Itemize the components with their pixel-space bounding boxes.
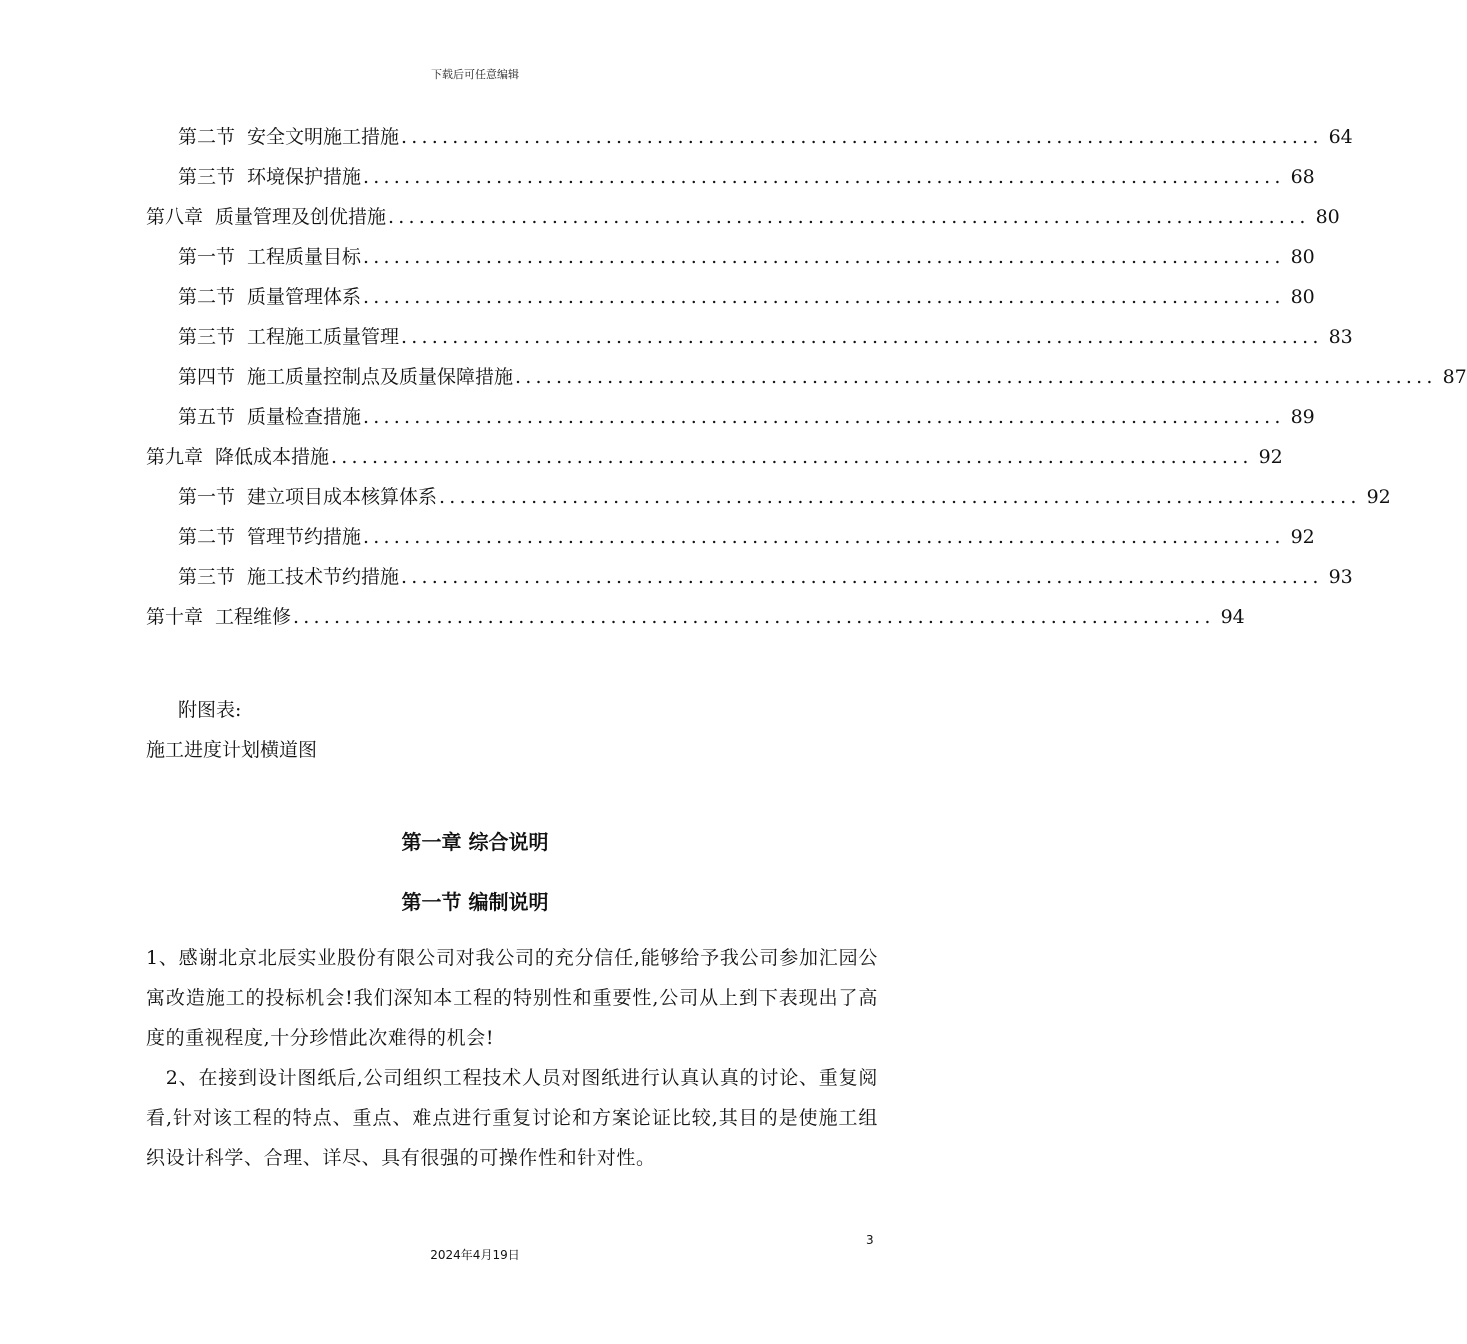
toc-number: 第二节 (178, 526, 236, 548)
toc-number: 第三节 (178, 566, 236, 588)
toc-entry[interactable] (178, 564, 1353, 590)
toc-page: 64 (1328, 126, 1353, 148)
toc-number: 第九章 (146, 446, 204, 468)
toc-page: 92 (1290, 526, 1315, 548)
toc-page: 83 (1328, 326, 1353, 348)
appendix-label: 附图表: (178, 699, 242, 721)
toc-title: 工程施工质量管理 (247, 326, 400, 348)
body-paragraph: 2、在接到设计图纸后,公司组织工程技术人员对图纸进行认真认真的讨论、重复阅看,针对该工程的特点、重点、难点进行重复讨论和方案论证比较,其目的是使施工组织设计科学、合理、详尽、具有很强的可操作性和针对性。 (146, 1067, 878, 1169)
toc-number: 第三节 (178, 326, 236, 348)
toc-leader: .......................................................................................... (515, 366, 1437, 388)
appendix-item[interactable]: 施工进度计划横道图 (146, 739, 318, 761)
toc-title: 工程维修 (215, 606, 292, 628)
toc-entry[interactable] (146, 204, 1340, 230)
toc-entry[interactable] (146, 444, 1283, 470)
toc-number: 第十章 (146, 606, 204, 628)
toc-page: 93 (1328, 566, 1353, 588)
chapter-heading: 第一章 综合说明 (401, 830, 549, 854)
toc-number: 第五节 (178, 406, 236, 428)
toc-page: 89 (1290, 406, 1315, 428)
toc-entry[interactable] (178, 364, 1467, 390)
section-heading: 第一节 编制说明 (401, 890, 549, 914)
toc-leader: .......................................................................................... (331, 446, 1253, 468)
toc-number: 第二节 (178, 286, 236, 308)
toc-entry[interactable] (146, 604, 1245, 630)
page-footer-date: 2024年4月19日 (430, 1248, 520, 1262)
toc-leader: .......................................................................................... (363, 246, 1285, 268)
toc-title: 安全文明施工措施 (247, 126, 400, 148)
toc-leader: .......................................................................................... (388, 206, 1310, 228)
toc-title: 质量检查措施 (247, 406, 362, 428)
page-number: 3 (866, 1233, 874, 1247)
toc-title: 管理节约措施 (247, 526, 362, 548)
toc-page: 92 (1366, 486, 1391, 508)
toc-leader: .......................................................................................... (363, 286, 1285, 308)
toc-leader: .......................................................................................... (363, 406, 1285, 428)
toc-page: 80 (1315, 206, 1340, 228)
toc-entry[interactable] (178, 324, 1353, 350)
toc-leader: .......................................................................................... (363, 166, 1285, 188)
toc-entry[interactable] (178, 244, 1315, 270)
body-paragraph: 1、感谢北京北辰实业股份有限公司对我公司的充分信任,能够给予我公司参加汇园公寓改造施工的投标机会!我们深知本工程的特别性和重要性,公司从上到下表现出了高度的重视程度,十分珍惜此次难得的机会! (146, 947, 878, 1049)
toc-page: 68 (1290, 166, 1315, 188)
toc-entry[interactable] (178, 164, 1315, 190)
toc-leader: .......................................................................................... (401, 566, 1323, 588)
toc-leader: .......................................................................................... (401, 326, 1323, 348)
toc-leader: .......................................................................................... (401, 126, 1323, 148)
toc-page: 80 (1290, 246, 1315, 268)
toc-leader: .......................................................................................... (439, 486, 1361, 508)
toc-number: 第一节 (178, 486, 236, 508)
toc-page: 94 (1220, 606, 1245, 628)
toc-entry[interactable] (178, 124, 1353, 150)
toc-title: 工程质量目标 (247, 246, 362, 268)
toc-number: 第八章 (146, 206, 204, 228)
toc-number: 第一节 (178, 246, 236, 268)
toc-number: 第四节 (178, 366, 236, 388)
toc-entry[interactable] (178, 284, 1315, 310)
toc-entry[interactable] (178, 484, 1391, 510)
toc-title: 降低成本措施 (215, 446, 330, 468)
toc-page: 92 (1258, 446, 1283, 468)
toc-title: 质量管理体系 (247, 286, 362, 308)
toc-title: 施工质量控制点及质量保障措施 (247, 366, 514, 388)
toc-title: 环境保护措施 (247, 166, 362, 188)
page-header: 下载后可任意编辑 (431, 68, 519, 81)
toc-title: 施工技术节约措施 (247, 566, 400, 588)
toc-number: 第三节 (178, 166, 236, 188)
toc-page: 87 (1442, 366, 1467, 388)
toc-title: 质量管理及创优措施 (215, 206, 387, 228)
toc-leader: .......................................................................................... (293, 606, 1215, 628)
toc-leader: .......................................................................................... (363, 526, 1285, 548)
toc-number: 第二节 (178, 126, 236, 148)
toc-title: 建立项目成本核算体系 (247, 486, 438, 508)
toc-entry[interactable] (178, 524, 1315, 550)
toc-entry[interactable] (178, 404, 1315, 430)
toc-page: 80 (1290, 286, 1315, 308)
